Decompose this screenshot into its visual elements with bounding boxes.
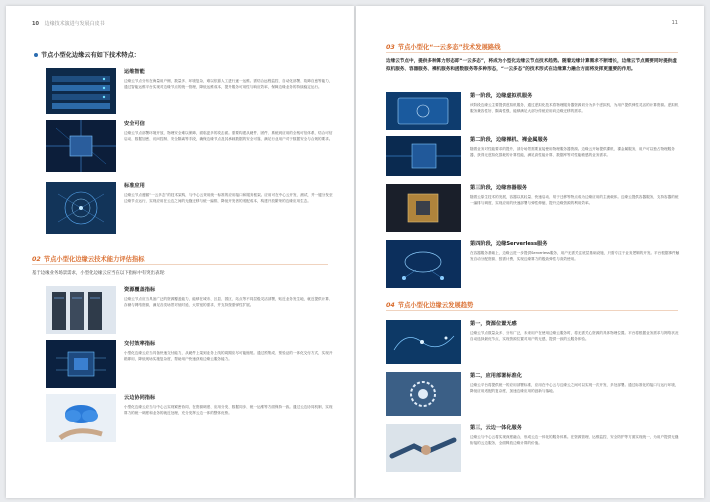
trend-text: 边缘云与中心云将实现深度融合，形成云边一体化的服务体系。在资源管理、运维监控、安全防护等方面实现统一，为用户提供无缝衔接的云边服务，全面释放边缘计算的价值。 [470,435,679,445]
page-number-right: 11 [671,20,678,26]
right-page [356,6,704,498]
thumb-cloud-network-image [386,240,461,292]
metric-title: 云边协同指标 [124,395,156,401]
metric-title: 交付效率指标 [124,341,156,347]
stage-item [386,240,686,290]
metric-text: 小型化边缘云应当具备快速交付能力，从硬件上架到业务上线的周期应尽可能缩短。通过预集成、预验证的一体化交付方式，实现开箱即用，降低现场实施复杂度，帮助用户快速获取边缘云服务能力。 [124,351,333,361]
divider [386,52,678,53]
left-page [6,6,354,498]
thumb-chip-image [386,136,461,180]
bullet-dot-icon [34,53,38,57]
stage-text: 随着业务对性能要求的提升，部分场景需要直接使用物理服务器资源。边缘云开始提供裸机、裸金属服务，用户可以独占物理服务器，获得无虚拟化损耗的计算性能，满足高性能计算、数据库等对性能敏感的业务需求。 [470,147,675,157]
stage-title: 第三阶段，边缘容器服务 [470,185,528,191]
metric-item [46,340,336,392]
stage-item [386,136,686,180]
metric-text: 边缘云节点应当具备广泛的资源覆盖能力，能够在城市、区县、园区、站点等不同层级灵活部署，贴近业务发生地，就近提供计算、存储与网络资源，满足各类场景对低时延、大带宽的需求，并支持按需弹性扩展。 [124,297,333,307]
feature-text: 边缘云节点部署环境开放，物理安全难以保障，面临更多的攻击面。需要构建从硬件、固件、系统到应用的全栈可信体系，结合可信启动、数据加密、访问控制、安全隔离等手段，确保边缘节点及其承载数据的安全可靠，满足行业用户对于数据安全与合规的要求。 [124,131,333,141]
thumb-cpu-image [386,184,461,236]
divider [32,264,328,265]
section-04-title: 04 节点小型化边缘云发展趋势 [386,302,474,309]
features-heading: 节点小型化边缘云有如下技术特点： [34,50,140,59]
stage-item [386,184,686,234]
trend-title: 第三，云边一体化服务 [470,425,522,431]
section-02-intro: 基于边缘业务场景需求，小型化边缘云应当在以下指标中有突出表现： [32,271,169,276]
thumb-network-image [46,182,116,234]
trend-text: 边缘云节点数量众多、分布广泛，未来用户在使用边缘云服务时，将无需关心资源的具体物理位置。平台将根据业务需求与网络状况自动选择最优节点，实现资源位置对用户的无感，提供一致的云服务体验。 [470,331,679,341]
metric-text: 小型化边缘云应当与中心云实现紧密协同，在资源调度、应用分发、数据同步、统一运维等方面保持一致。通过云边协同机制，实现算力的统一调度和业务的就近处理，充分发挥云边一体的整体优势。 [124,405,333,415]
feature-title: 运维智能 [124,69,145,75]
running-head-title: 边缘技术演进与发展白皮书 [44,21,105,27]
stage-item [386,92,686,132]
stage-title: 第四阶段，边缘Serverless服务 [470,241,548,247]
stage-text: 在容器服务基础上，边缘云进一步提供Serverless服务，用户无需关注底层基础设施，只需专注于业务逻辑的开发。平台根据事件触发自动分配资源、按需计费，实现边缘算力的极致弹性与高效使用。 [470,251,680,261]
thumb-circuit-image [46,120,116,172]
section-03-title: 03 节点小型化“一云多态”技术发展路线 [386,44,501,51]
trend-item [386,372,686,420]
feature-title: 安全可信 [124,121,145,127]
metric-item [46,286,336,338]
thumb-hand-cloud-image [46,394,116,442]
feature-text: 边缘云节点遵循“一云多态”的技术架构，与中心云采用统一标准的应用接口和服务框架。应用可在中心云开发、测试，并一键分发至边缘节点运行，实现应用在云边之间的无缝迁移与统一编排，降低开发者的适配成本，构建开放繁荣的边缘应用生态。 [124,193,333,203]
running-head [32,20,105,27]
divider [386,310,678,311]
section-02-title: 02 节点小型化边缘云技术能力评估指标 [32,256,145,263]
trend-item [386,320,686,368]
feature-item [46,120,336,176]
thumb-chip-image [46,340,116,388]
metric-item [46,394,336,446]
thumb-server-image [46,68,116,114]
stage-title: 第一阶段，边缘虚拟机服务 [470,93,533,99]
trend-item [386,424,686,476]
trend-title: 第一，资源位置无感 [470,321,517,327]
feature-title: 标准应用 [124,183,145,189]
thumb-handshake-image [386,424,461,476]
stage-text: 该阶段边缘云主要提供虚拟机服务，通过虚拟化技术将物理服务器资源切分为多个虚拟机，为用户提供弹性灵活的计算资源。虚拟机服务兼容性好、隔离性强，能够满足大部分传统应用向边缘迁移的需求。 [470,103,679,113]
stage-title: 第二阶段，边缘裸机、裸金属服务 [470,137,548,143]
feature-text: 边缘云节点分布在海量用户侧，数量多、环境复杂，难以依靠人工进行逐一运维。需结合远程监控、自动化部署、故障自愈等能力，通过智能运维平台实现对边缘节点的统一管理，降低运维成本，提升服务可用性与响应效率，保障边缘业务的持续稳定运行。 [124,79,333,89]
trend-title: 第二，应用部署标准化 [470,373,522,379]
thumb-map-image [386,320,461,368]
section-03-intro: 边缘云节点中，提供多种算力形态即“一云多态”，将成为小型化边缘云节点技术趋势。随着边缘计算需求不断增长，边缘云节点需要同时提供虚拟机服务、容器服务、裸机服务和函数服务等多种形态，“一云多态”的技术形式在边缘算力融合方面将发挥更重要的作用。 [386,59,677,72]
feature-item [46,68,336,116]
thumb-tablet-image [386,92,461,134]
metric-title: 资源覆盖指标 [124,287,156,293]
feature-item [46,182,336,238]
thumb-datacenter-image [46,286,116,334]
thumb-gear-image [386,372,461,420]
page-number-left: 10 [32,21,39,27]
stage-text: 随着云原生技术的发展，容器以其轻量、快速启动、易于迁移等特点成为边缘应用的主流载体。边缘云提供容器服务，支持容器的统一编排与调度，实现应用的快速部署与弹性伸缩，提升边缘资源的利用效率。 [470,195,679,205]
trend-text: 边缘云平台将提供统一的应用部署标准，应用在中心云与边缘云之间可以实现一次开发、多处部署。通过标准化的接口与运行环境，降低应用适配的复杂度，加速边缘应用的创新与落地。 [470,383,679,393]
